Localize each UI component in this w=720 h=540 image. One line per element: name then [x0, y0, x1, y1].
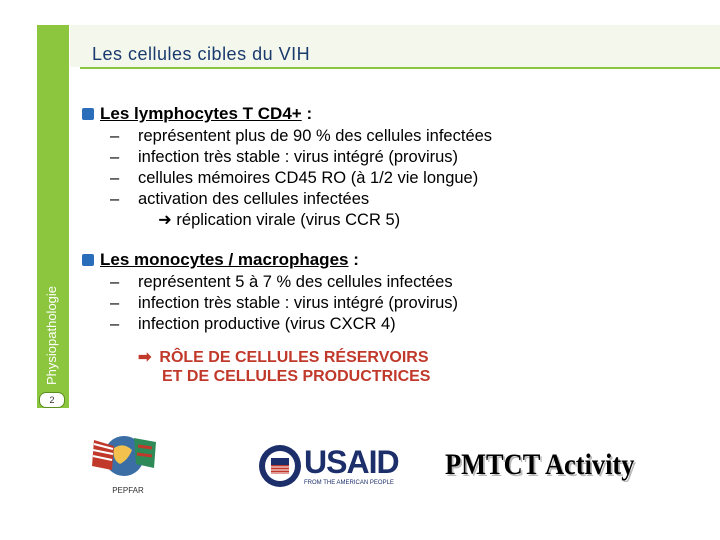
slide-title: Les cellules cibles du VIH	[92, 44, 311, 64]
conclusion-text-2: ET DE CELLULES PRODUCTRICES	[162, 368, 431, 385]
list-item	[82, 314, 458, 335]
list-item	[82, 293, 458, 314]
conclusion-text-1: RÔLE DE CELLULES RÉSERVOIRS	[159, 349, 429, 366]
dash-icon: –	[110, 169, 120, 187]
list-item	[82, 272, 458, 293]
dash-icon: –	[110, 315, 120, 333]
section-heading	[82, 104, 492, 126]
arrow-item: ➜ réplication virale (virus CCR 5)	[158, 211, 401, 229]
list-item-text: activation des cellules infectées	[138, 190, 370, 208]
dash-icon: –	[110, 273, 120, 291]
list-item	[82, 147, 492, 168]
section-monocytes	[82, 250, 458, 335]
sidebar	[37, 25, 69, 408]
heading-suffix: :	[301, 104, 313, 123]
dash-icon: –	[110, 148, 120, 166]
logo-bar	[0, 420, 720, 500]
checkbox-bullet-icon	[82, 108, 94, 120]
list-item	[82, 189, 492, 210]
dash-icon: –	[110, 127, 120, 145]
section-lymphocytes	[82, 104, 492, 231]
sidebar-label-wrap	[37, 25, 69, 385]
list-item-text: représentent 5 à 7 % des cellules infectées	[138, 273, 453, 291]
title-underline	[80, 67, 720, 69]
list-item-text: infection très stable : virus intégré (provirus)	[138, 294, 459, 312]
list-item	[82, 126, 492, 147]
dash-icon: –	[110, 294, 120, 312]
usaid-tagline: FROM THE AMERICAN PEOPLE	[304, 480, 394, 486]
arrow-right-icon: ➡	[138, 349, 152, 366]
section-heading-text: Les lymphocytes T CD4+	[100, 104, 302, 123]
conclusion	[138, 348, 430, 386]
pmtct-activity-logo: PMTCT Activity	[445, 448, 635, 481]
heading-suffix: :	[348, 250, 359, 269]
usaid-seal-icon	[258, 444, 302, 488]
pepfar-globe-icon	[86, 420, 162, 496]
list-item-text: infection productive (virus CXCR 4)	[138, 315, 396, 333]
conclusion-line-1	[138, 348, 430, 367]
usaid-logo-text: USAID	[304, 444, 399, 480]
pepfar-label: PEPFAR	[112, 486, 144, 495]
sidebar-label: Physiopathologie	[44, 285, 59, 385]
list-item-text: cellules mémoires CD45 RO (à 1/2 vie longue)	[138, 169, 479, 187]
page-number: 2	[39, 392, 65, 408]
section-heading-text: Les monocytes / macrophages	[100, 250, 349, 269]
section-heading	[82, 250, 458, 272]
list-item-text: représentent plus de 90 % des cellules infectées	[138, 127, 493, 145]
list-item	[82, 168, 492, 189]
dash-icon: –	[110, 190, 120, 208]
checkbox-bullet-icon	[82, 254, 94, 266]
list-item-text: infection très stable : virus intégré (provirus)	[138, 148, 459, 166]
